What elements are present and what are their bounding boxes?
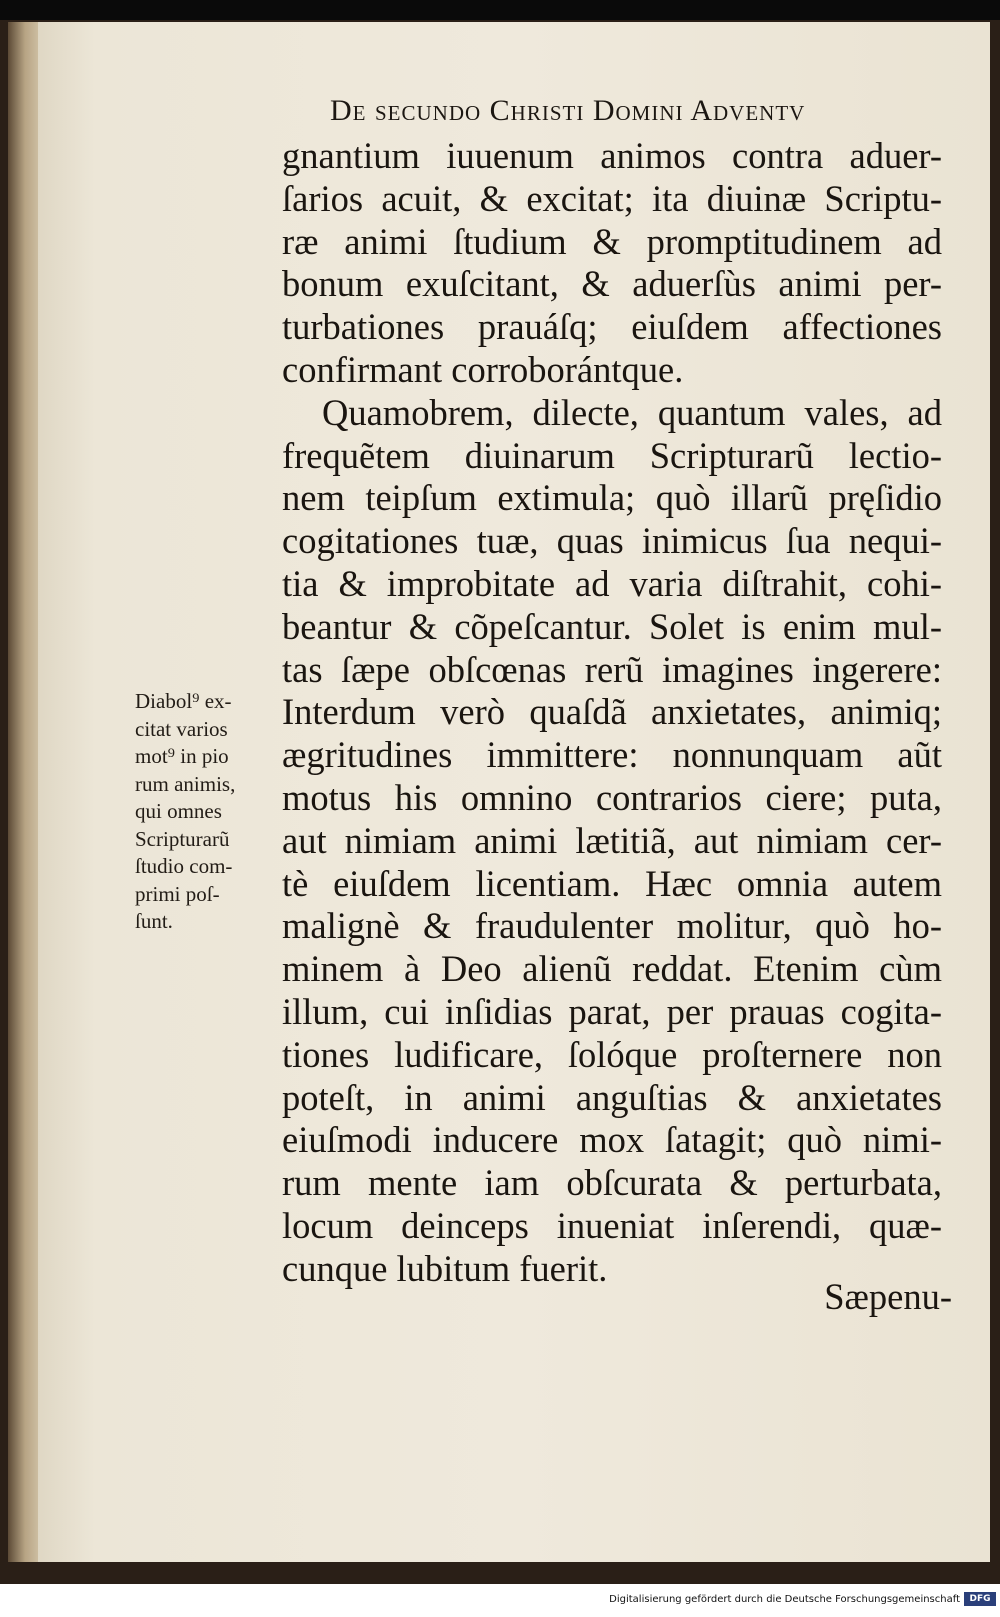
footer-credit: Digitalisierung gefördert durch die Deutsche Forschungsgemeinschaft <box>609 1594 960 1605</box>
body-text <box>282 135 942 1291</box>
marginal-line: primi poſ- <box>135 881 220 906</box>
text-line: tiones ludificare, ſolóque proſternere non <box>282 1033 942 1075</box>
marginal-line: rum animis, <box>135 771 236 796</box>
marginal-line: Scripturarũ <box>135 826 230 851</box>
running-head: De secundo Christi Domini Adventv <box>330 94 806 127</box>
text-line: poteſt, in animi anguſtias & anxietates <box>282 1076 942 1118</box>
text-line: illum, cui inſidias parat, per prauas cogita- <box>282 990 942 1032</box>
marginal-line: mot⁹ in pio <box>135 744 229 768</box>
text-line: Quamobrem, dilecte, quantum vales, ad <box>322 391 942 433</box>
marginal-line: ſunt. <box>135 909 173 933</box>
dfg-logo-icon: DFG <box>964 1592 996 1606</box>
text-line: frequẽtem diuinarum Scripturarũ lectio- <box>282 434 942 476</box>
text-line: gnantium iuuenum animos contra aduer- <box>282 135 942 176</box>
marginal-line: Diabol⁹ ex- <box>135 689 232 713</box>
text-line: tas ſæpe obſcœnas rerũ imagines ingerere: <box>282 648 942 690</box>
text-line: nem teipſum extimula; quò illarũ pręſidio <box>282 477 942 519</box>
text-line: motus his omnino contrarios ciere; puta, <box>282 776 942 818</box>
top-border <box>0 0 1000 20</box>
text-line: rum mente iam obſcurata & perturbata, <box>282 1162 942 1204</box>
text-line: confirmant corroborántque. <box>282 348 684 390</box>
marginal-line: qui omnes <box>135 799 222 823</box>
text-line: ægritudines immittere: nonnunquam aũt <box>282 734 942 776</box>
text-line: Interdum verò quaſdã anxietates, animiq; <box>282 691 942 733</box>
text-line: bonum exuſcitant, & aduerſùs animi per- <box>282 263 942 305</box>
text-line: cunque lubitum fuerit. <box>282 1247 608 1289</box>
marginal-line: citat varios <box>135 716 228 741</box>
text-line: tè eiuſdem licentiam. Hæc omnia autem <box>282 862 942 904</box>
catchword: Sæpenu- <box>824 1276 952 1317</box>
text-line: cogitationes tuæ, quas inimicus ſua nequi- <box>282 520 942 562</box>
text-line: ſarios acuit, & excitat; ita diuinæ Scriptu- <box>282 177 942 219</box>
marginal-note <box>135 688 275 936</box>
text-line: tia & improbitate ad varia diſtrahit, cohi- <box>282 562 942 604</box>
text-line: eiuſmodi inducere mox ſatagit; quò nimi- <box>282 1119 942 1161</box>
text-line: ræ animi ſtudium & promptitudinem ad <box>282 220 942 262</box>
text-line: minem à Deo alienũ reddat. Etenim cùm <box>282 948 942 990</box>
marginal-line: ſtudio com- <box>135 854 233 878</box>
text-line: turbationes prauáſq; eiuſdem affectiones <box>282 306 942 348</box>
text-line: locum deinceps inueniat inſerendi, quæ- <box>282 1204 942 1246</box>
text-line: malignè & fraudulenter molitur, quò ho- <box>282 905 942 947</box>
text-line: beantur & cõpeſcantur. Solet is enim mul- <box>282 605 942 647</box>
text-line: aut nimiam animi lætitiã, aut nimiam cer- <box>282 819 942 861</box>
